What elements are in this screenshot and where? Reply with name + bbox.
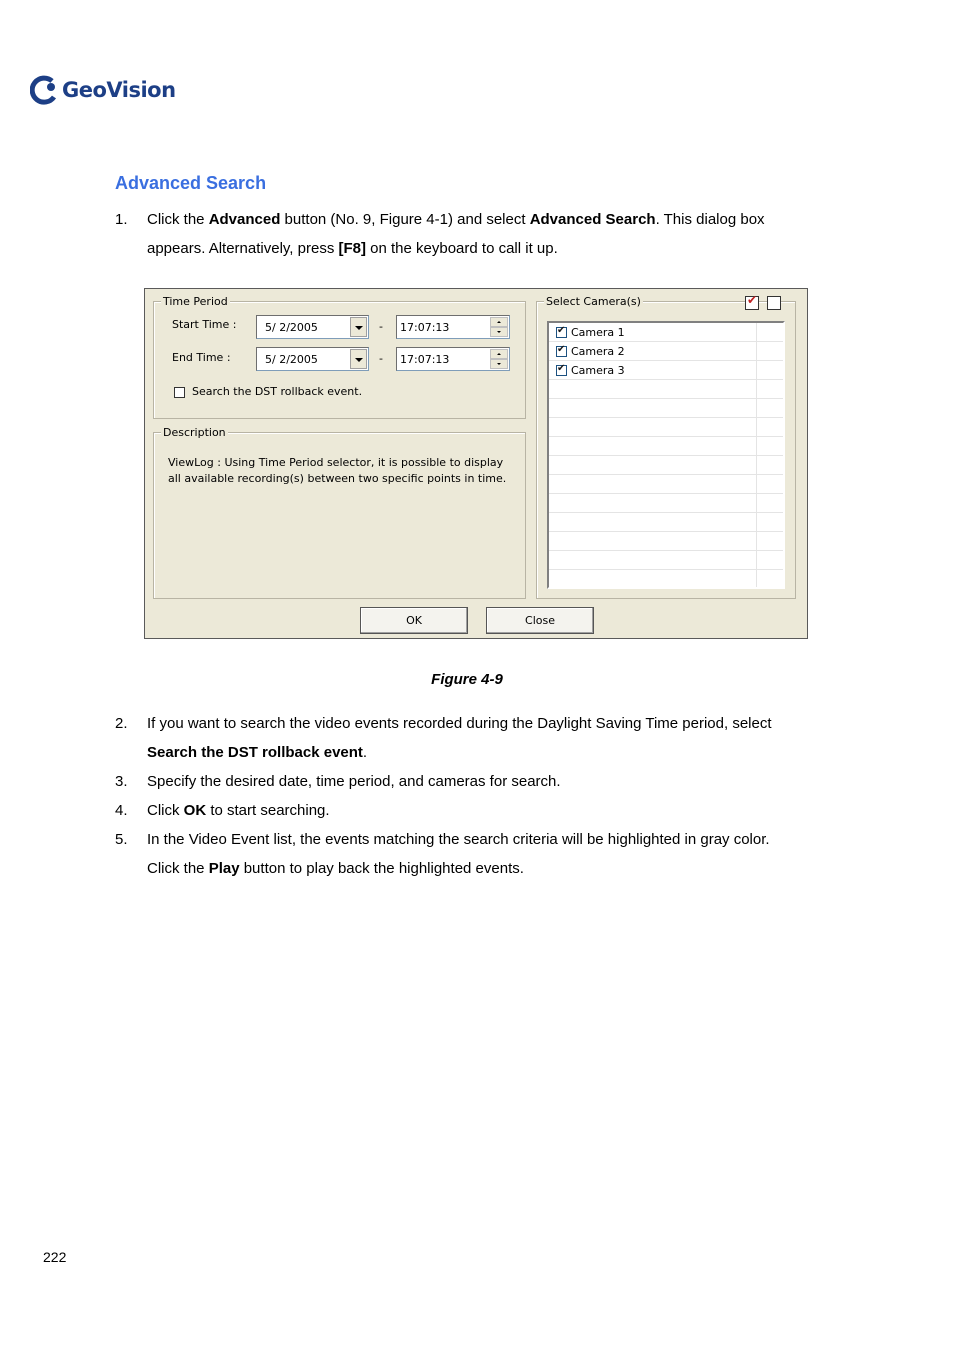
time-period-label: Time Period [163, 295, 228, 308]
bold-run: Advanced Search [529, 211, 656, 228]
select-camera-label: Select Camera(s) [546, 295, 641, 308]
text-run: Click the [147, 860, 209, 877]
geovision-logo [30, 72, 176, 108]
camera-checkbox[interactable] [556, 327, 567, 338]
uncheck-all-icon[interactable] [767, 296, 781, 310]
text-run: to start searching. [206, 802, 330, 819]
start-date-picker[interactable] [256, 315, 369, 339]
step-number: 1. [115, 211, 128, 228]
step-number: 2. [115, 715, 128, 732]
figure-caption: Figure 4-9 [431, 671, 503, 688]
range-dash: - [379, 352, 383, 365]
step-text [147, 796, 835, 825]
bold-run: Play [208, 860, 240, 877]
geovision-logo-mark [30, 75, 60, 105]
step-number: 5. [115, 831, 128, 848]
start-time-label: Start Time : [172, 318, 237, 331]
step-text [147, 825, 835, 883]
text-run: . [362, 744, 368, 761]
empty-row [549, 532, 783, 551]
empty-row [549, 494, 783, 513]
spin-down-icon[interactable] [490, 327, 508, 337]
step-2 [115, 709, 835, 767]
list-item[interactable] [549, 323, 783, 342]
bold-run: Search the DST rollback event [147, 744, 363, 761]
spin-up-icon[interactable] [490, 317, 508, 327]
description-text: ViewLog : Using Time Period selector, it is possible to display all available recording(s) between two specific points in time. [168, 456, 507, 485]
select-camera-group [536, 295, 796, 599]
text-run: button (No. 9, Figure 4-1) and select [280, 211, 530, 228]
advanced-search-dialog [144, 288, 808, 639]
camera-name: Camera 1 [571, 326, 625, 339]
step-number: 3. [115, 773, 128, 790]
step-5 [115, 825, 835, 883]
end-time-field[interactable] [396, 347, 510, 371]
end-date-value: 5/ 2/2005 [265, 353, 318, 366]
empty-row [549, 551, 783, 570]
empty-row [549, 475, 783, 494]
empty-row [549, 513, 783, 532]
text-run: Specify the desired date, time period, and cameras for search. [147, 773, 561, 790]
bold-run: [F8] [338, 240, 366, 257]
step-text [147, 205, 835, 263]
ok-button[interactable]: OK [360, 607, 468, 634]
time-period-group [153, 295, 526, 419]
camera-checkbox[interactable] [556, 346, 567, 357]
end-date-picker[interactable] [256, 347, 369, 371]
step-number: 4. [115, 802, 128, 819]
empty-row [549, 380, 783, 399]
text-run: button to play back the highlighted events. [239, 860, 524, 877]
step-text [147, 709, 835, 767]
camera-checkbox[interactable] [556, 365, 567, 376]
spin-down-icon[interactable] [490, 359, 508, 369]
step-4 [115, 796, 835, 825]
text-run: Click [147, 802, 184, 819]
end-time-spinner[interactable] [490, 349, 508, 369]
empty-row [549, 437, 783, 456]
camera-name: Camera 2 [571, 345, 625, 358]
empty-row [549, 456, 783, 475]
end-time-value: 17:07:13 [400, 353, 450, 366]
text-run: If you want to search the video events recorded during the Daylight Saving Time period, select [147, 715, 772, 732]
list-item[interactable] [549, 342, 783, 361]
logo-text: GeoVision [62, 78, 176, 102]
text-run: In the Video Event list, the events matching the search criteria will be highlighted in gray color. [147, 831, 770, 848]
dst-checkbox[interactable] [174, 387, 185, 398]
spin-up-icon[interactable] [490, 349, 508, 359]
camera-name: Camera 3 [571, 364, 625, 377]
description-label: Description [163, 426, 226, 439]
start-date-value: 5/ 2/2005 [265, 321, 318, 334]
text-run: . This dialog box [655, 211, 765, 228]
start-time-spinner[interactable] [490, 317, 508, 337]
start-time-value: 17:07:13 [400, 321, 450, 334]
description-group [153, 426, 526, 599]
chevron-down-icon[interactable] [350, 349, 367, 369]
step-3 [115, 767, 835, 796]
text-run: on the keyboard to call it up. [365, 240, 558, 257]
empty-row [549, 399, 783, 418]
text-run: Click the [147, 211, 209, 228]
chevron-down-icon[interactable] [350, 317, 367, 337]
dst-label: Search the DST rollback event. [192, 385, 363, 398]
section-title: Advanced Search [115, 173, 267, 193]
check-all-icon[interactable] [745, 296, 759, 310]
end-time-label: End Time : [172, 351, 231, 364]
range-dash: - [379, 320, 383, 333]
page-number: 222 [43, 1249, 67, 1265]
camera-list[interactable] [547, 321, 785, 589]
close-button[interactable]: Close [486, 607, 594, 634]
list-item[interactable] [549, 361, 783, 380]
start-time-field[interactable] [396, 315, 510, 339]
step-1 [115, 205, 835, 263]
bold-run: Advanced [208, 211, 281, 228]
text-run: appears. Alternatively, press [147, 240, 339, 257]
empty-row [549, 570, 783, 589]
empty-row [549, 418, 783, 437]
bold-run: OK [183, 802, 207, 819]
step-text [147, 767, 835, 796]
